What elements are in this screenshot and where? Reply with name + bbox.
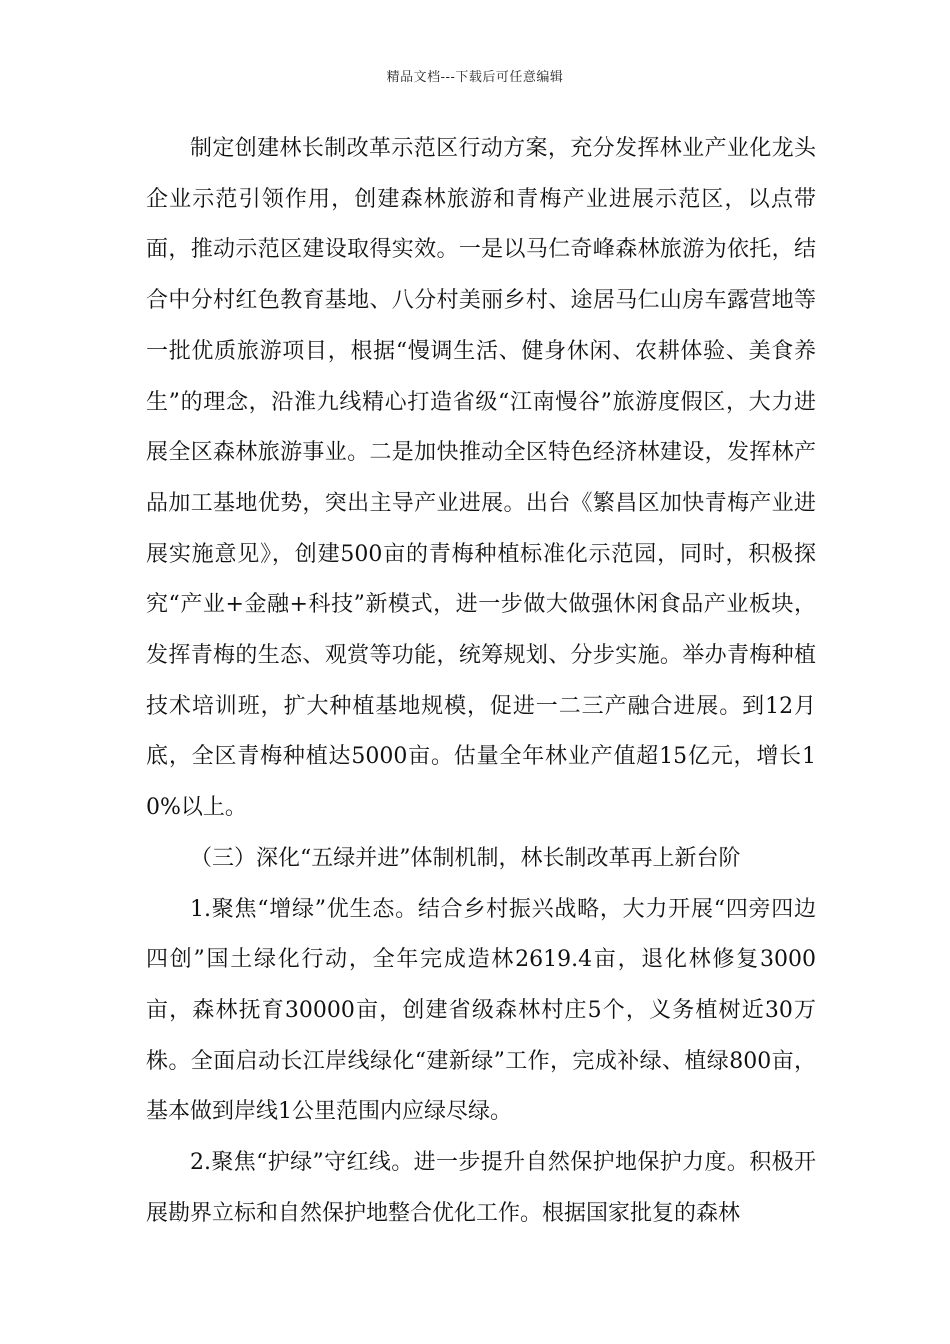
paragraph-demonstration-zone: 制定创建林长制改革示范区行动方案，充分发挥林业产业化龙头企业示范引领作用，创建森林旅游和青梅产业进展示范区，以点带面，推动示范区建设取得实效。一是以马仁奇峰森林旅游为依托，结合中分村红色教育基地、八分村美丽乡村、途居马仁山房车露营地等一批优质旅游项目，根据“慢调生活、健身休闲、农耕体验、美食养生”的理念，沿淮九线精心打造省级“江南慢谷”旅游度假区，大力进展全区森林旅游事业。二是加快推动全区特色经济林建设，发挥林产品加工基地优势，突出主导产业进展。出台《繁昌区加快青梅产业进展实施意见》，创建500亩的青梅种植标准化示范园，同时，积极探究“产业+金融+科技”新模式，进一步做大做强休闲食品产业板块，发挥青梅的生态、观赏等功能，统筹规划、分步实施。举办青梅种植技术培训班，扩大种植基地规模，促进一二三产融合进展。到12月底，全区青梅种植达5000亩。估量全年林业产值超15亿元，增长10%以上。: [146, 136, 816, 821]
section-heading-three: （三）深化“五绿并进”体制机制，林长制改革再上新台阶: [190, 845, 741, 871]
paragraph-add-green: 1.聚焦“增绿”优生态。结合乡村振兴战略，大力开展“四旁四边四创”国土绿化行动，全年完成造林2619.4亩，退化林修复3000亩，森林抚育30000亩，创建省级森林村庄5个，义务植树近30万株。全面启动长江岸线绿化“建新绿”工作，完成补绿、植绿800亩，基本做到岸线1公里范围内应绿尽绿。: [146, 896, 816, 1125]
page-header: 精品文档---下载后可任意编辑: [386, 70, 564, 85]
paragraph-protect-green: 2.聚焦“护绿”守红线。进一步提升自然保护地保护力度。积极开展勘界立标和自然保护地整合优化工作。根据国家批复的森林: [146, 1150, 816, 1226]
document-body: [146, 124, 816, 1239]
